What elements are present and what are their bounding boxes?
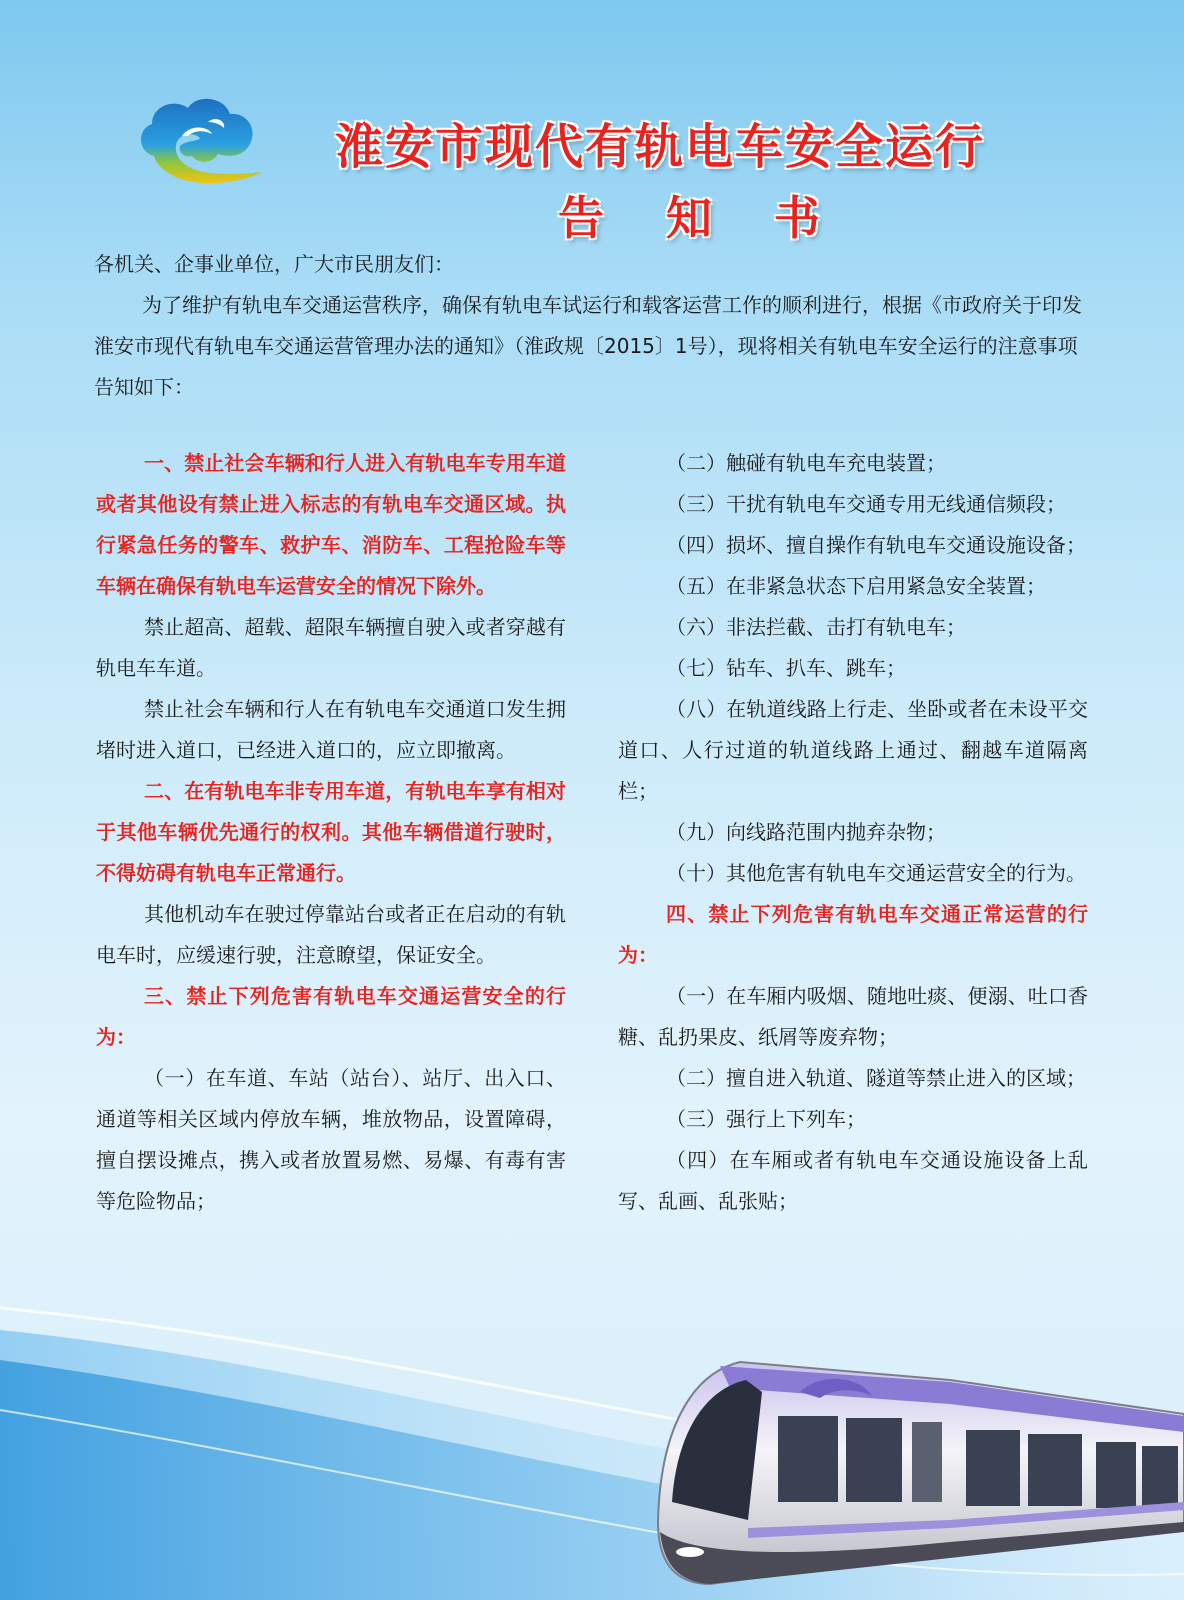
tram-icon: [650, 1352, 1184, 1586]
list-item: （七）钻车、扒车、跳车；: [666, 656, 906, 680]
list-item: （六）非法拦截、击打有轨电车；: [666, 615, 966, 639]
left-column: [96, 443, 566, 1222]
paragraph: 禁止超高、超载、超限车辆擅自驶入或者穿越有轨电车车道。: [96, 615, 566, 680]
section-one-heading: 一、禁止社会车辆和行人进入有轨电车专用车道或者其他设有禁止进入标志的有轨电车交通区域。执行紧急任务的警车、救护车、消防车、工程抢险车等车辆在确保有轨电车运营安全的情况下除外。: [96, 451, 566, 598]
intro-paragraph: 为了维护有轨电车交通运营秩序，确保有轨电车试运行和载客运营工作的顺利进行，根据《市政府关于印发淮安市现代有轨电车交通运营管理办法的通知》（淮政规〔2015〕1号），现将相关有轨电车安全运行的注意事项告知如下：: [94, 293, 1082, 399]
paragraph: 其他机动车在驶过停靠站台或者正在启动的有轨电车时，应缓速行驶，注意瞭望，保证安全。: [96, 902, 566, 967]
page-subtitle: 告知书: [558, 191, 882, 245]
cloud-swirl-logo-icon: [134, 94, 266, 186]
list-item: （五）在非紧急状态下启用紧急安全装置；: [666, 574, 1046, 598]
paragraph: 禁止社会车辆和行人在有轨电车交通道口发生拥堵时进入道口，已经进入道口的，应立即撤离。: [96, 697, 566, 762]
page-title: 淮安市现代有轨电车安全运行: [334, 119, 985, 175]
list-item: （九）向线路范围内抛弃杂物；: [666, 820, 946, 844]
list-item: （一）在车厢内吸烟、随地吐痰、便溺、吐口香糖、乱扔果皮、纸屑等废弃物；: [618, 984, 1088, 1049]
list-item: （四）损坏、擅自操作有轨电车交通设施设备；: [666, 533, 1086, 557]
list-item: （二）擅自进入轨道、隧道等禁止进入的区域；: [666, 1066, 1086, 1090]
intro-block: [94, 244, 1090, 408]
list-item: （四）在车厢或者有轨电车交通设施设备上乱写、乱画、乱张贴；: [618, 1148, 1088, 1213]
list-item: （十）其他危害有轨电车交通运营安全的行为。: [666, 861, 1086, 885]
salutation: 各机关、企事业单位，广大市民朋友们：: [94, 252, 454, 276]
list-item: （八）在轨道线路上行走、坐卧或者在未设平交道口、人行过道的轨道线路上通过、翻越车道隔离栏；: [618, 697, 1088, 803]
list-item: （三）干扰有轨电车交通专用无线通信频段；: [666, 492, 1066, 516]
section-three-heading: 三、禁止下列危害有轨电车交通运营安全的行为：: [96, 984, 566, 1049]
list-item: （二）触碰有轨电车充电装置；: [666, 451, 946, 475]
list-item: （一）在车道、车站（站台）、站厅、出入口、通道等相关区域内停放车辆，堆放物品，设置障碍，擅自摆设摊点，携入或者放置易燃、易爆、有毒有害等危险物品；: [96, 1066, 566, 1213]
section-four-heading: 四、禁止下列危害有轨电车交通正常运营的行为：: [618, 902, 1088, 967]
section-two-heading: 二、在有轨电车非专用车道，有轨电车享有相对于其他车辆优先通行的权利。其他车辆借道行驶时，不得妨碍有轨电车正常通行。: [96, 779, 566, 885]
list-item: （三）强行上下列车；: [666, 1107, 866, 1131]
right-column: [618, 443, 1088, 1222]
